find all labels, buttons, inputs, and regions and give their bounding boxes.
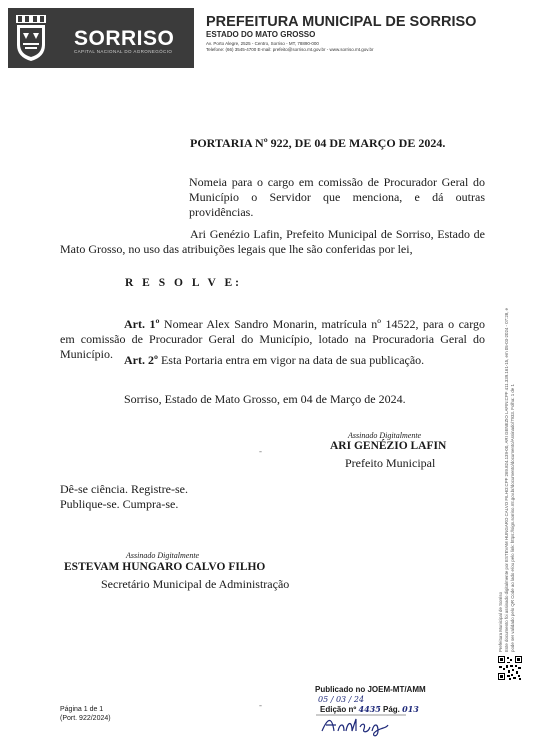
side-line-2: Este documento foi assinado digitalmente por ESTEVAM HUNGARO CALVO FILHO:CPF 269.824.139-00, ARI GENEZIO LAFIN:CPF 411.339.161-15, em 05-03-2024 - 07:28, e — [504, 307, 509, 652]
contact-line: Telefone: (66) 3545-4700 E-mail: prefeito@sorriso.mt.gov.br - www.sorriso.mt.gov.br — [206, 47, 374, 52]
portaria-reference: (Port. 922/2024) — [60, 715, 111, 722]
page-number: Página 1 de 1 — [60, 706, 104, 713]
page-footer — [60, 705, 111, 723]
document-title: PORTARIA Nº 922, DE 04 DE MARÇO DE 2024. — [190, 136, 446, 150]
handwritten-signature — [316, 713, 406, 739]
separator-mark: - — [259, 446, 262, 456]
signature-1-name: ARI GENÉZIO LAFIN — [330, 440, 447, 452]
publication-stamp-title: Publicado no JOEM-MT/AMM — [315, 685, 426, 694]
publication-line-2: Publique-se. Cumpra-se. — [60, 497, 179, 511]
edition-label: Edição nº — [320, 705, 357, 714]
ementa: Nomeia para o cargo em comissão de Procurador Geral do Município o Servidor que menciona, e dá outras providências. — [189, 175, 485, 219]
signature-2-name: ESTEVAM HUNGARO CALVO FILHO — [64, 561, 266, 573]
article-2 — [124, 353, 424, 368]
place-date: Sorriso, Estado de Mato Grosso, em 04 de Março de 2024. — [124, 392, 406, 406]
article-2-text: Esta Portaria entra em vigor na data de sua publicação. — [157, 353, 425, 367]
publication-order — [60, 482, 188, 512]
signature-2-role: Secretário Municipal de Administração — [101, 577, 290, 591]
brand-name: SORRISO — [74, 27, 175, 50]
side-line-3: pode ser validado pelo QR Code ao lado e/ou pelo link: https://sign.sorriso.mt.gov.br/documento/documento/Assinado/7933. Folha: 1 de 1 — [510, 384, 515, 652]
article-2-label: Art. 2º — [124, 353, 158, 367]
article-1-text: Nomear Alex Sandro Monarin, matrícula nº 14522, para o cargo em comissão de Procurador Geral do Município, lotado na Procuradoria Geral do Município. — [60, 317, 485, 361]
edition-number: 4435 — [358, 704, 381, 714]
side-line-1: Prefeitura Municipal de Sorriso — [498, 591, 503, 652]
signature-2-note: Assinado Digitalmente — [126, 551, 200, 560]
coat-of-arms-logo — [14, 13, 48, 63]
state-name: ESTADO DO MATO GROSSO — [206, 30, 316, 39]
preamble: Ari Genézio Lafin, Prefeito Municipal de Sorriso, Estado de Mato Grosso, no uso das atribuições legais que lhe são conferidas por lei, — [60, 227, 485, 256]
page-label: Pág. — [383, 705, 400, 714]
signature-1-role: Prefeito Municipal — [345, 456, 436, 470]
publication-line-1: Dê-se ciência. Registre-se. — [60, 482, 188, 496]
prefeitura-title: PREFEITURA MUNICIPAL DE SORRISO — [206, 14, 477, 30]
resolve-heading: R E S O L V E: — [125, 277, 242, 289]
publication-stamp-date — [318, 695, 364, 704]
footer-separator-mark: - — [259, 700, 262, 710]
page-number-handwritten: 013 — [402, 704, 419, 714]
stamp-date-handwritten: 05 / 03 / 24 — [318, 695, 365, 704]
address: Av. Porto Alegre, 2525 - Centro, Sorriso - MT, 78890-000 — [206, 41, 319, 46]
verification-side-text — [498, 140, 528, 652]
brand-tagline: CAPITAL NACIONAL DO AGRONEGÓCIO — [74, 49, 173, 54]
signature-1-note: Assinado Digitalmente — [348, 431, 422, 440]
qr-code[interactable] — [498, 656, 522, 680]
article-1-label: Art. 1º — [124, 317, 160, 331]
